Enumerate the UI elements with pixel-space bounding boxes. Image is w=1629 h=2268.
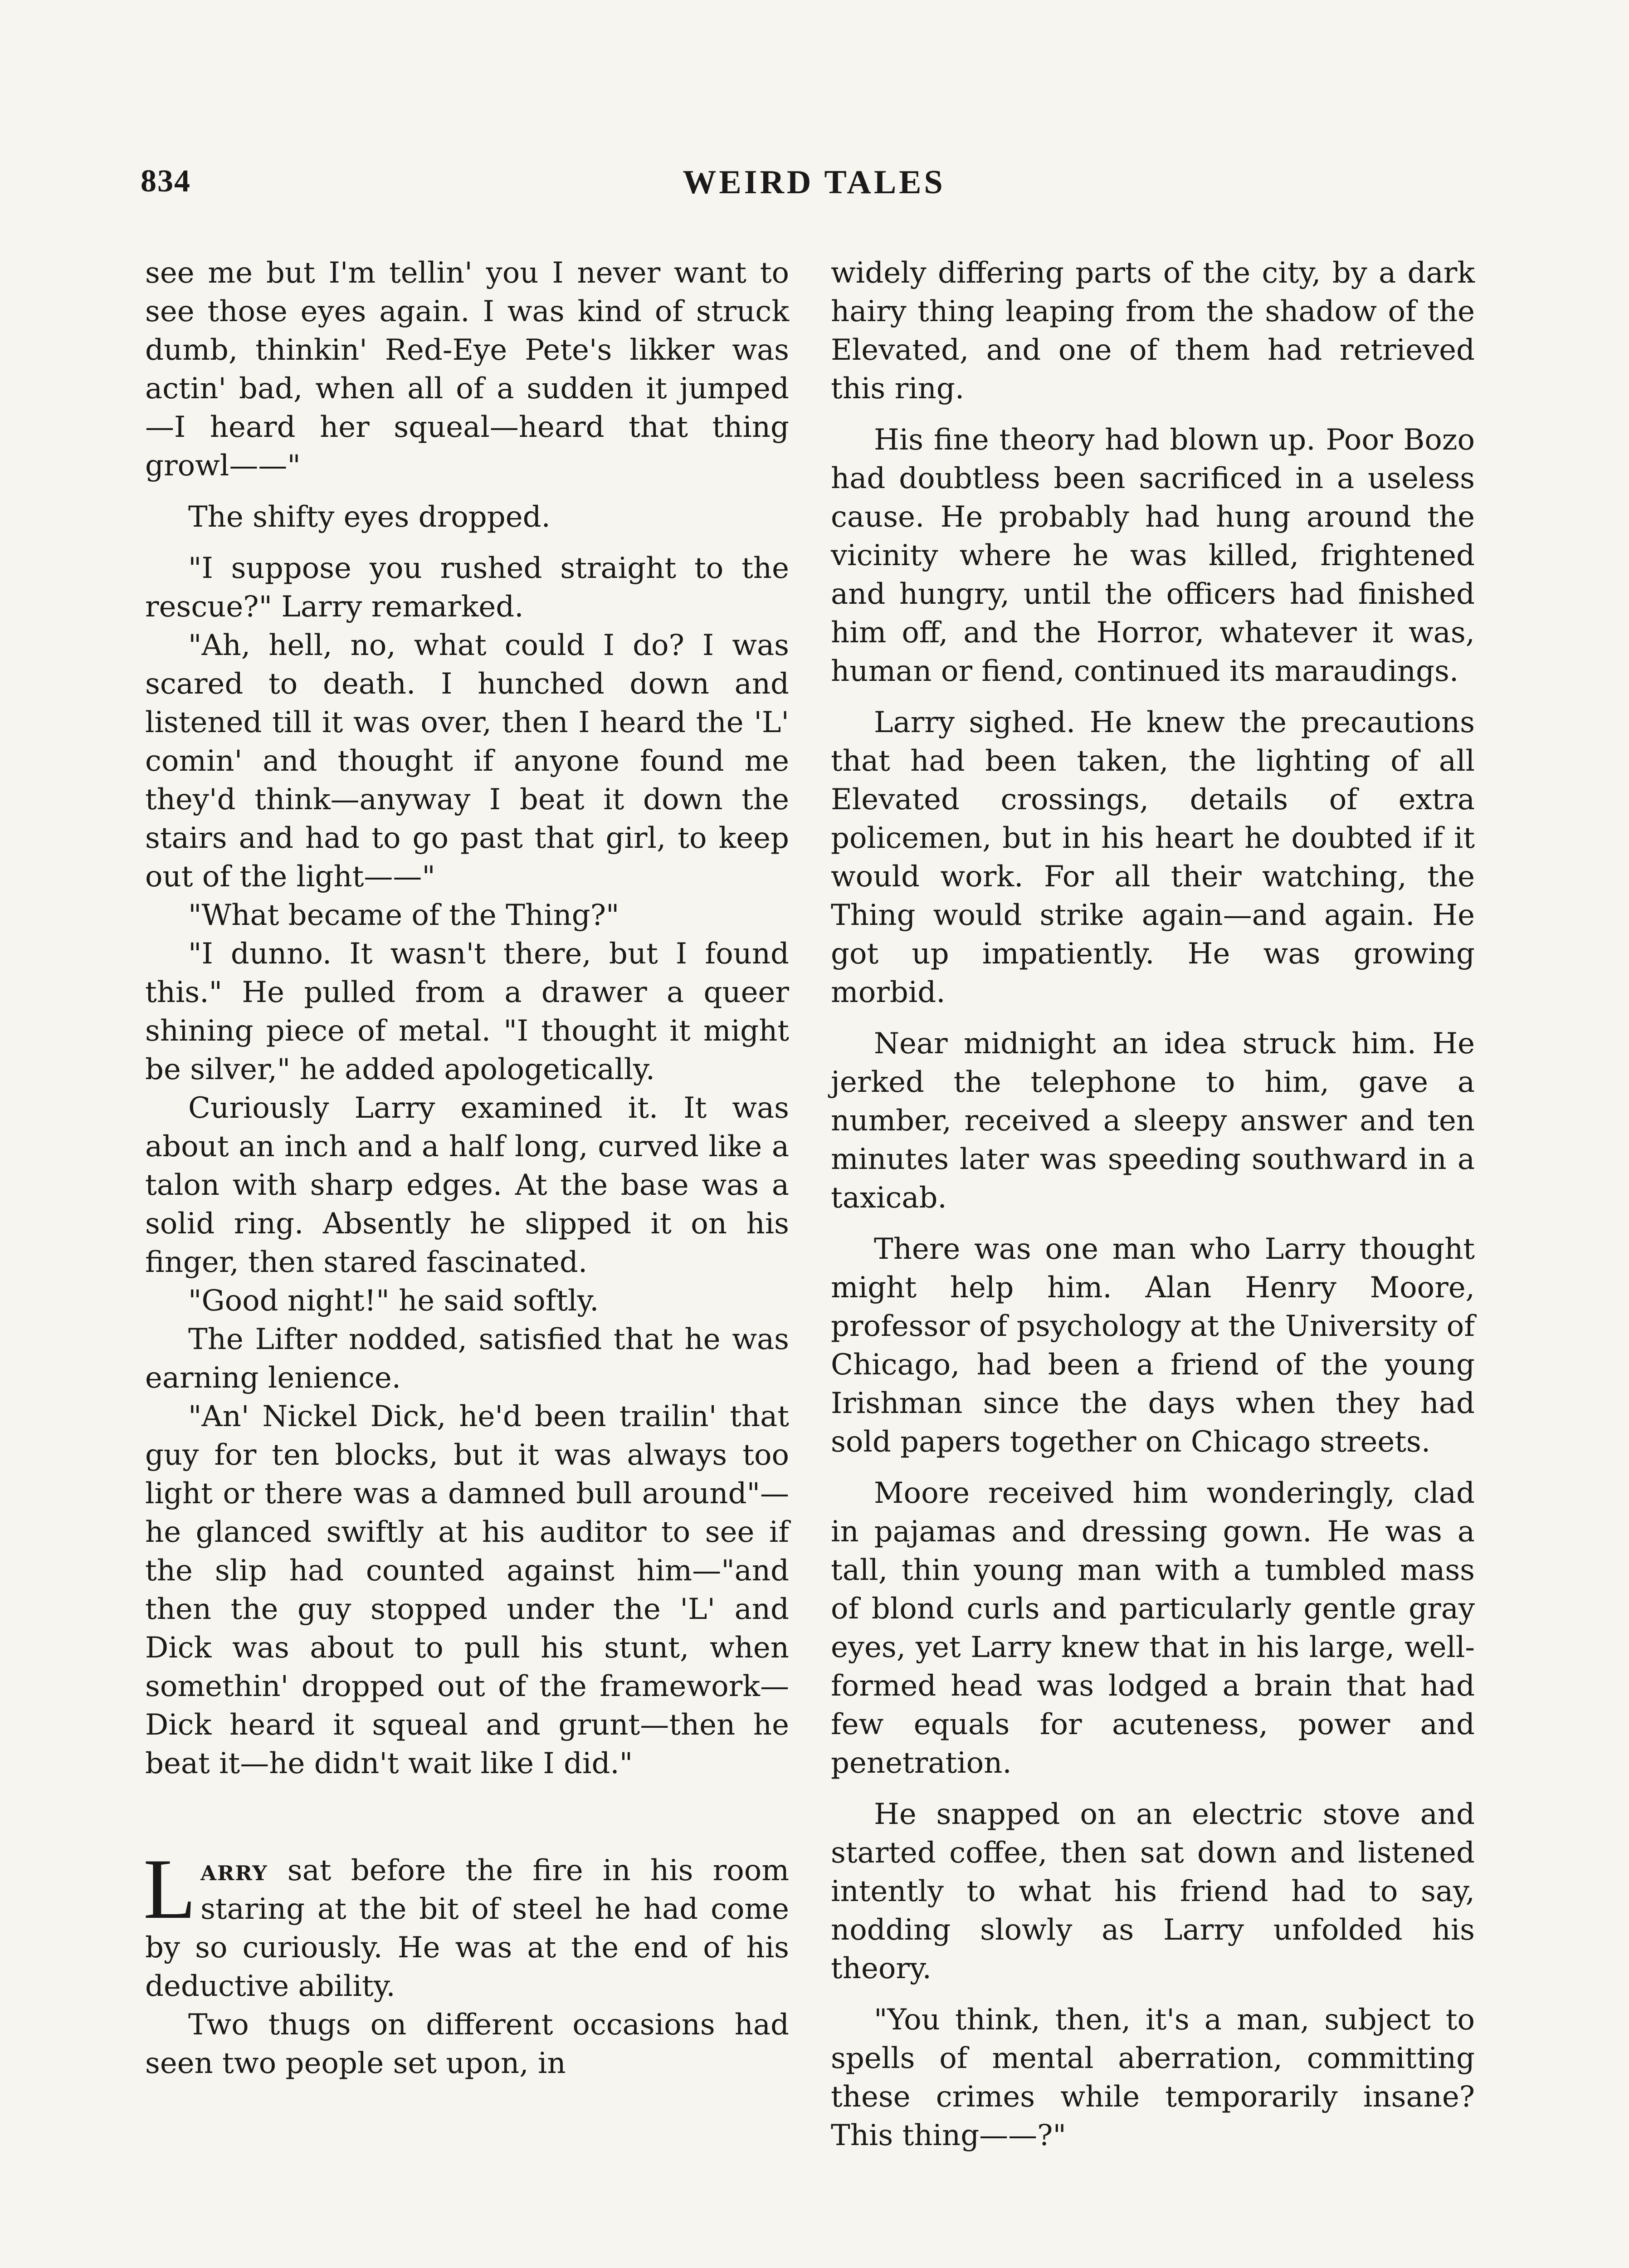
paragraph: "What became of the Thing?" (188, 899, 619, 932)
paragraph: "Good night!" he said softly. (188, 1284, 599, 1318)
paragraph: The Lifter nodded, satisfied that he was earning lenience. (145, 1323, 789, 1395)
section-opening-text: sat before the fire in his room staring at the bit of steel he had come by so curiously. He was at the end of his deductive ability. (145, 1854, 789, 2003)
page-title: WEIRD TALES (683, 164, 946, 201)
paragraph: "I dunno. It wasn't there, but I found this." He pulled from a drawer a queer shining piece of metal. "I thought it might be silver," he added apologetically. (145, 937, 789, 1086)
left-column (145, 254, 789, 2083)
paragraph: "You think, then, it's a man, subject to spells of mental aberration, committing these crimes while temporarily insane? This thing——?" (831, 2003, 1475, 2152)
paragraph: "I suppose you rushed straight to the rescue?" Larry remarked. (145, 552, 789, 624)
paragraph: see me but I'm tellin' you I never want to see those eyes again. I was kind of struck dumb, thinkin' Red-Eye Pete's likker was actin' bad, when all of a sudden it jumped—I heard her squeal—heard that thing growl——" (145, 256, 789, 483)
paragraph: Moore received him wonderingly, clad in pajamas and dressing gown. He was a tall, thin young man with a tumbled mass of blond curls and particularly gentle gray eyes, yet Larry knew that in his large, well-formed head was lodged a brain that had few equals for acuteness, power and penetration. (831, 1476, 1475, 1780)
page-header (141, 163, 1488, 209)
paragraph: "Ah, hell, no, what could I do? I was scared to death. I hunched down and listened till it was over, then I heard the 'L' comin' and thought if anyone found me they'd think—anyway I beat it down the stairs and had to go past that girl, to keep out of the light——" (145, 629, 789, 894)
paragraph: Two thugs on different occasions had seen two people set upon, in (145, 2008, 789, 2080)
section-opening-paragraph (143, 1842, 789, 2006)
paragraph: The shifty eyes dropped. (188, 500, 551, 534)
paragraph: His fine theory had blown up. Poor Bozo had doubtless been sacrificed in a useless cause. He probably had hung around the vicinity where he was killed, frightened and hungry, until the officers had finished him off, and the Horror, whatever it was, human or fiend, continued its maraudings. (831, 423, 1475, 688)
paragraph: Larry sighed. He knew the precautions that had been taken, the lighting of all Elevated crossings, details of extra policemen, but in his heart he doubted if it would work. For all their watching, the Thing would strike again—and again. He got up impatiently. He was growing morbid. (831, 706, 1475, 1009)
right-column (831, 254, 1475, 2155)
drop-cap: L (143, 1842, 196, 1937)
paragraph: He snapped on an electric stove and started coffee, then sat down and listened intently to what his friend had to say, nodding slowly as Larry unfolded his theory. (831, 1798, 1475, 1985)
paragraph: There was one man who Larry thought might help him. Alan Henry Moore, professor of psychology at the University of Chicago, had been a friend of the young Irishman since the days when they had sold papers together on Chicago streets. (831, 1232, 1475, 1459)
page-number: 834 (141, 164, 191, 199)
paragraph: Curiously Larry examined it. It was about an inch and a half long, curved like a talon with sharp edges. At the base was a solid ring. Absently he slipped it on his finger, then stared fascinated. (145, 1091, 789, 1279)
paragraph: Near midnight an idea struck him. He jerked the telephone to him, gave a number, received a sleepy answer and ten minutes later was speeding southward in a taxicab. (831, 1027, 1475, 1215)
small-caps-lead: arry (200, 1853, 268, 1887)
paragraph: "An' Nickel Dick, he'd been trailin' that guy for ten blocks, but it was always too light or there was a damned bull around"—he glanced swiftly at his auditor to see if the slip had counted against him—"and then the guy stopped under the 'L' and Dick was about to pull his stunt, when somethin' dropped out of the framework—Dick heard it squeal and grunt—then he beat it—he didn't wait like I did." (145, 1400, 789, 1780)
paragraph: widely differing parts of the city, by a dark hairy thing leaping from the shadow of the Elevated, and one of them had retrieved this ring. (831, 256, 1475, 406)
